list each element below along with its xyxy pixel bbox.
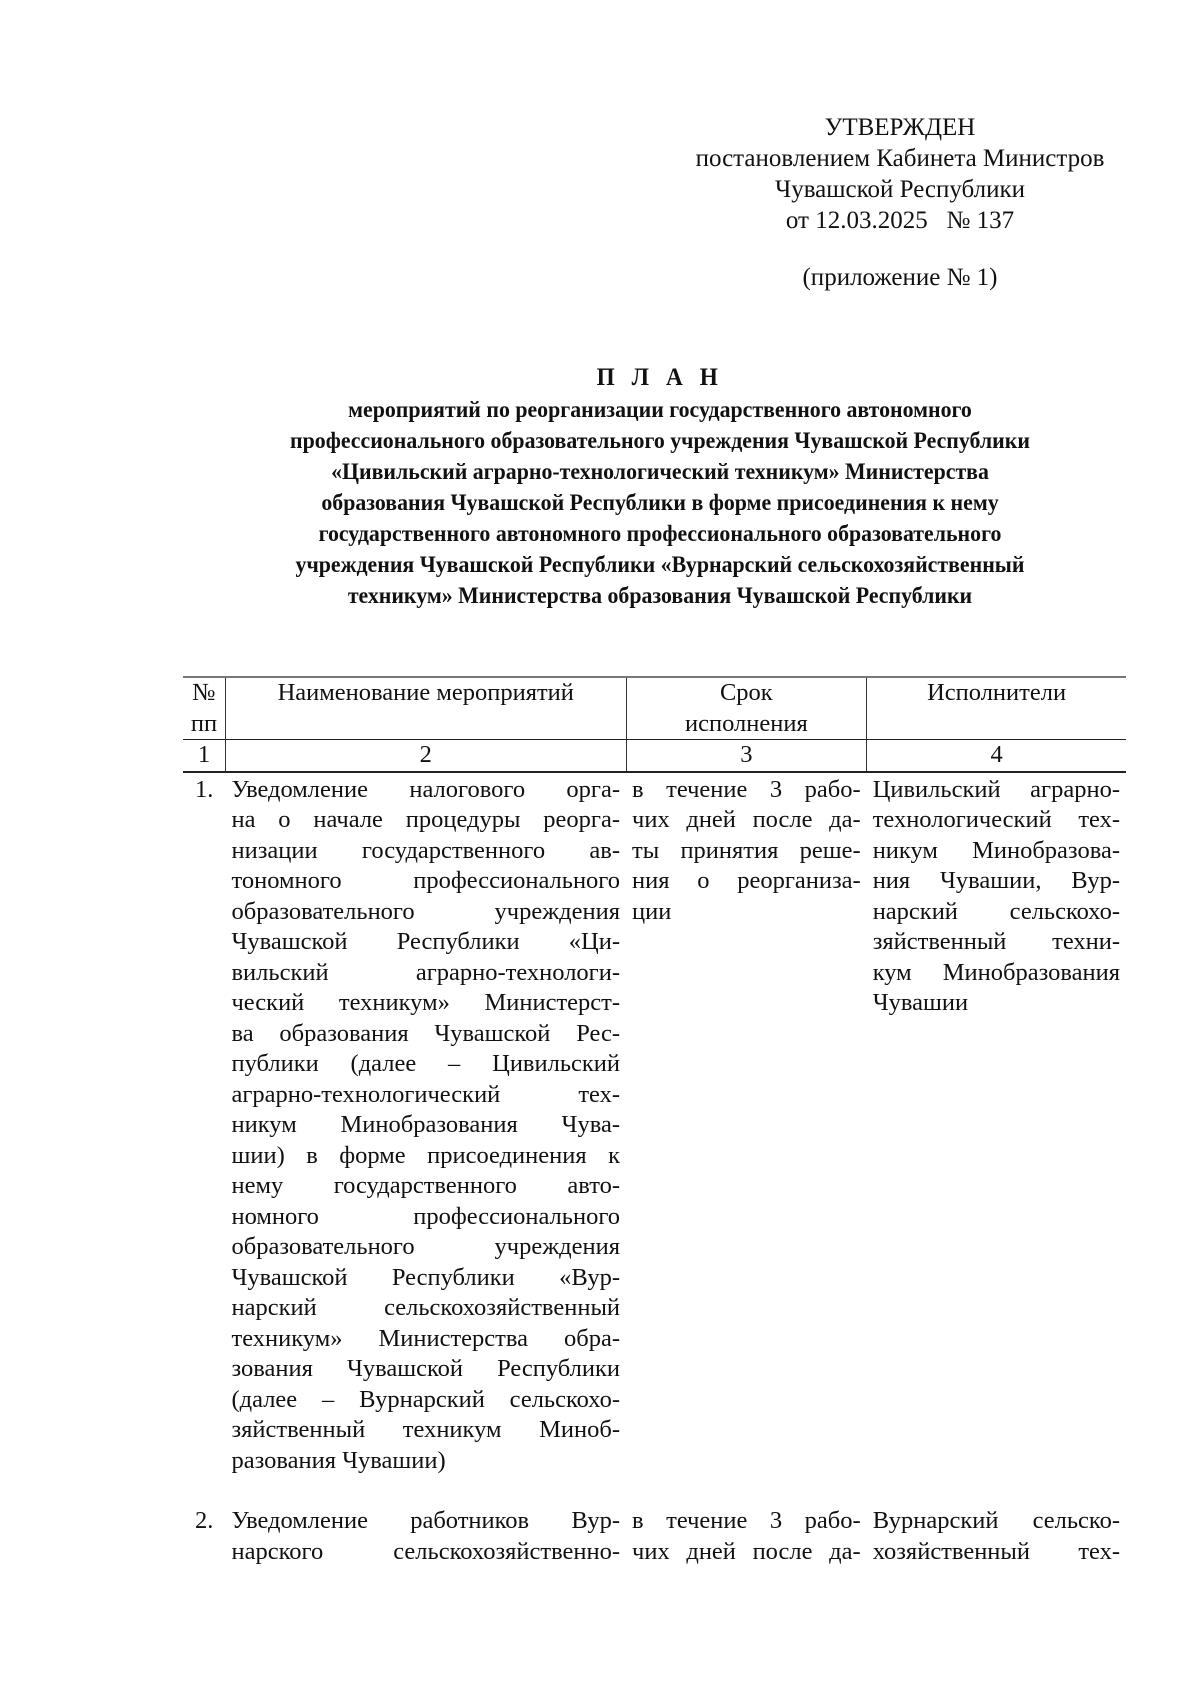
text-line: шии) в форме присоединения к: [231, 1141, 621, 1169]
text-line: Уведомление налогового орга-: [231, 775, 621, 803]
text-line: Цивильский аграрно-: [872, 775, 1120, 803]
text-line: хозяйственный тех-: [872, 1537, 1120, 1565]
row-number: 2.: [195, 1507, 214, 1534]
text-line: Уведомление работников Вур-: [231, 1507, 621, 1534]
text-line: вильский аграрно-технологи-: [231, 958, 621, 986]
column-numbering-row: [183, 740, 1126, 772]
header-deadline-line: исполнения: [684, 709, 808, 737]
text-line: ния Чувашии, Вур-: [872, 867, 1120, 894]
header-action: Наименование мероприятий: [225, 677, 626, 740]
row-executors: [867, 1506, 1126, 1567]
plan-table: [183, 676, 1126, 1567]
approval-block: [680, 112, 1120, 293]
text-line: образовательного учреждения: [231, 897, 621, 925]
approval-decree-number: от 12.03.2025 № 137: [785, 207, 1015, 234]
text-line: нарский сельскохо-: [872, 897, 1120, 925]
text-line: тономного профессионального: [231, 867, 621, 894]
header-number: [183, 677, 225, 740]
text-line: номного профессионального: [231, 1202, 621, 1230]
text-line: техникум» Министерства обра-: [231, 1324, 621, 1352]
text-line: никум Минобразования Чува-: [231, 1111, 621, 1138]
text-line: нарского сельскохозяйственно-: [231, 1537, 621, 1565]
text-line: нему государственного авто-: [231, 1172, 621, 1199]
plan-heading: П Л А Н: [596, 364, 724, 391]
title-line: мероприятий по реорганизации государственного автономного: [348, 397, 972, 423]
header-number-line: №: [192, 679, 216, 706]
text-line: аграрно-технологический тех-: [231, 1080, 621, 1108]
table-row: [183, 1506, 1126, 1567]
title-line: образования Чувашской Республики в форме присоединения к нему: [321, 490, 999, 516]
text-line: разования Чувашии): [231, 1446, 446, 1474]
document-title: [214, 362, 1107, 612]
title-line: государственного автономного профессионального образовательного: [318, 521, 1002, 547]
table-header-row: [183, 677, 1126, 740]
text-line: ния о реорганиза-: [632, 867, 861, 894]
header-executors: Исполнители: [867, 677, 1126, 740]
text-line: чих дней после да-: [632, 1537, 861, 1565]
text-line: в течение 3 рабо-: [632, 775, 861, 803]
column-number: 1: [183, 740, 225, 772]
row-number: 1.: [195, 775, 214, 803]
text-line: ческий техникум» Министерст-: [231, 989, 621, 1016]
text-line: зяйственный техни-: [872, 928, 1120, 955]
row-deadline: [626, 772, 867, 1507]
appendix-label: (приложение № 1): [802, 264, 998, 291]
text-line: Чувашской Республики «Вур-: [231, 1263, 621, 1291]
text-line: Вурнарский сельско-: [872, 1507, 1120, 1534]
header-deadline-line: Срок: [719, 679, 773, 706]
text-line: (далее – Вурнарский сельскохо-: [231, 1385, 621, 1413]
text-line: чих дней после да-: [632, 806, 861, 833]
spacer: [680, 236, 1120, 262]
text-line: ции: [632, 897, 672, 925]
row-action: [225, 772, 626, 1507]
text-line: в течение 3 рабо-: [632, 1507, 861, 1534]
title-line: «Цивильский аграрно-технологический техникум» Министерства: [331, 459, 989, 485]
approval-heading: УТВЕРЖДЕН: [824, 114, 976, 141]
text-line: Чувашской Республики «Ци-: [231, 928, 621, 955]
text-line: ты принятия реше-: [632, 836, 861, 864]
text-line: кум Минобразования: [872, 958, 1120, 986]
text-line: на о начале процедуры реорга-: [231, 806, 621, 833]
text-line: никум Минобразова-: [872, 836, 1120, 864]
approval-line-1: постановлением Кабинета Министров: [695, 145, 1105, 172]
column-number: 3: [626, 740, 867, 772]
title-line: профессионального образовательного учреждения Чувашской Республики: [290, 428, 1030, 454]
text-line: низации государственного ав-: [231, 836, 621, 864]
text-line: технологический тех-: [872, 806, 1120, 833]
header-number-line: пп: [190, 709, 218, 737]
text-line: публики (далее – Цивильский: [231, 1050, 621, 1077]
header-deadline: [626, 677, 867, 740]
text-line: ва образования Чувашской Рес-: [231, 1019, 621, 1047]
row-executors: [867, 772, 1126, 1507]
column-number: 2: [225, 740, 626, 772]
text-line: нарский сельскохозяйственный: [231, 1294, 621, 1321]
row-action: [225, 1506, 626, 1567]
title-line: учреждения Чувашской Республики «Вурнарский сельскохозяйственный: [295, 552, 1025, 578]
text-line: образовательного учреждения: [231, 1233, 621, 1260]
title-line: техникум» Министерства образования Чувашской Республики: [347, 583, 973, 609]
table-row: [183, 772, 1126, 1507]
text-line: зяйственный техникум Миноб-: [231, 1416, 621, 1443]
approval-line-2: Чувашской Республики: [774, 176, 1026, 203]
text-line: зования Чувашской Республики: [231, 1355, 621, 1382]
text-line: Чувашии: [872, 989, 969, 1016]
row-deadline: [626, 1506, 867, 1567]
column-number: 4: [867, 740, 1126, 772]
